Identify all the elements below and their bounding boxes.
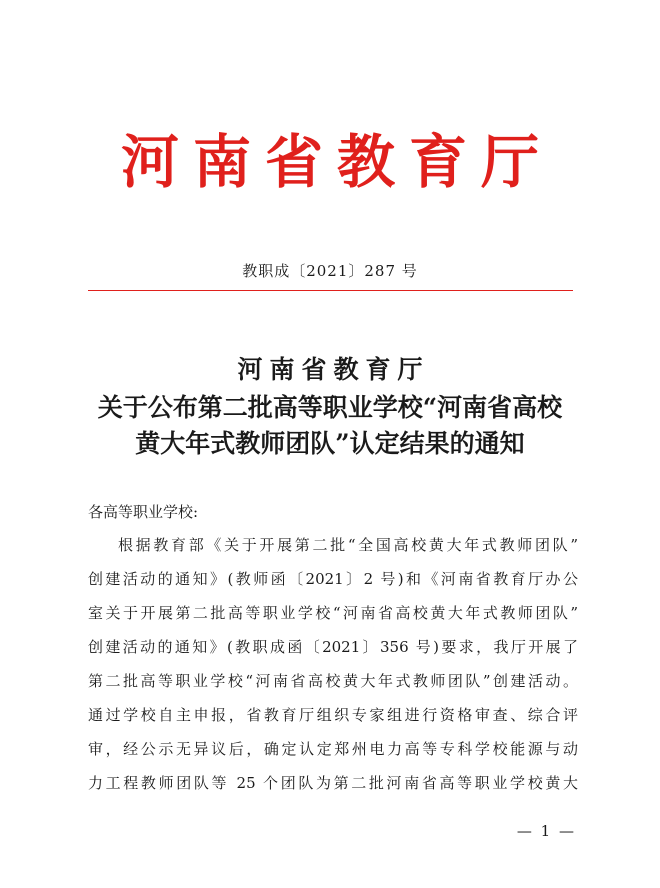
document-number: 教职成〔2021〕287 号 (242, 262, 418, 280)
body-line: 通过学校自主申报，省教育厅组织专家组进行资格审查、综合评 (88, 706, 578, 724)
body-line: 室关于开展第二批高等职业学校“河南省高校黄大年式教师团队” (88, 604, 578, 622)
body-line: 创建活动的通知》(教职成函〔2021〕356 号)要求，我厅开展了 (88, 638, 578, 656)
body-line: 审，经公示无异议后，确定认定郑州电力高等专科学校能源与动 (88, 740, 578, 758)
masthead-title: 河南省教育厅 (120, 128, 553, 196)
body-paragraph (88, 528, 578, 800)
notice-title-line-2: 关于公布第二批高等职业学校“河南省高校 (97, 393, 563, 422)
red-separator-line (88, 290, 573, 291)
notice-title-line-3: 黄大年式教师团队”认定结果的通知 (135, 429, 525, 458)
body-line: 第二批高等职业学校“河南省高校黄大年式教师团队”创建活动。 (88, 672, 578, 690)
salutation: 各高等职业学校: (88, 503, 199, 521)
body-line: 创建活动的通知》(教师函〔2021〕2 号)和《河南省教育厅办公 (88, 570, 578, 588)
notice-title-line-1: 河南省教育厅 (237, 355, 430, 384)
body-line: 根据教育部《关于开展第二批“全国高校黄大年式教师团队” (118, 536, 578, 554)
body-line: 力工程教师团队等 25 个团队为第二批河南省高等职业学校黄大 (88, 774, 578, 792)
page-number: — 1 — (516, 822, 576, 840)
